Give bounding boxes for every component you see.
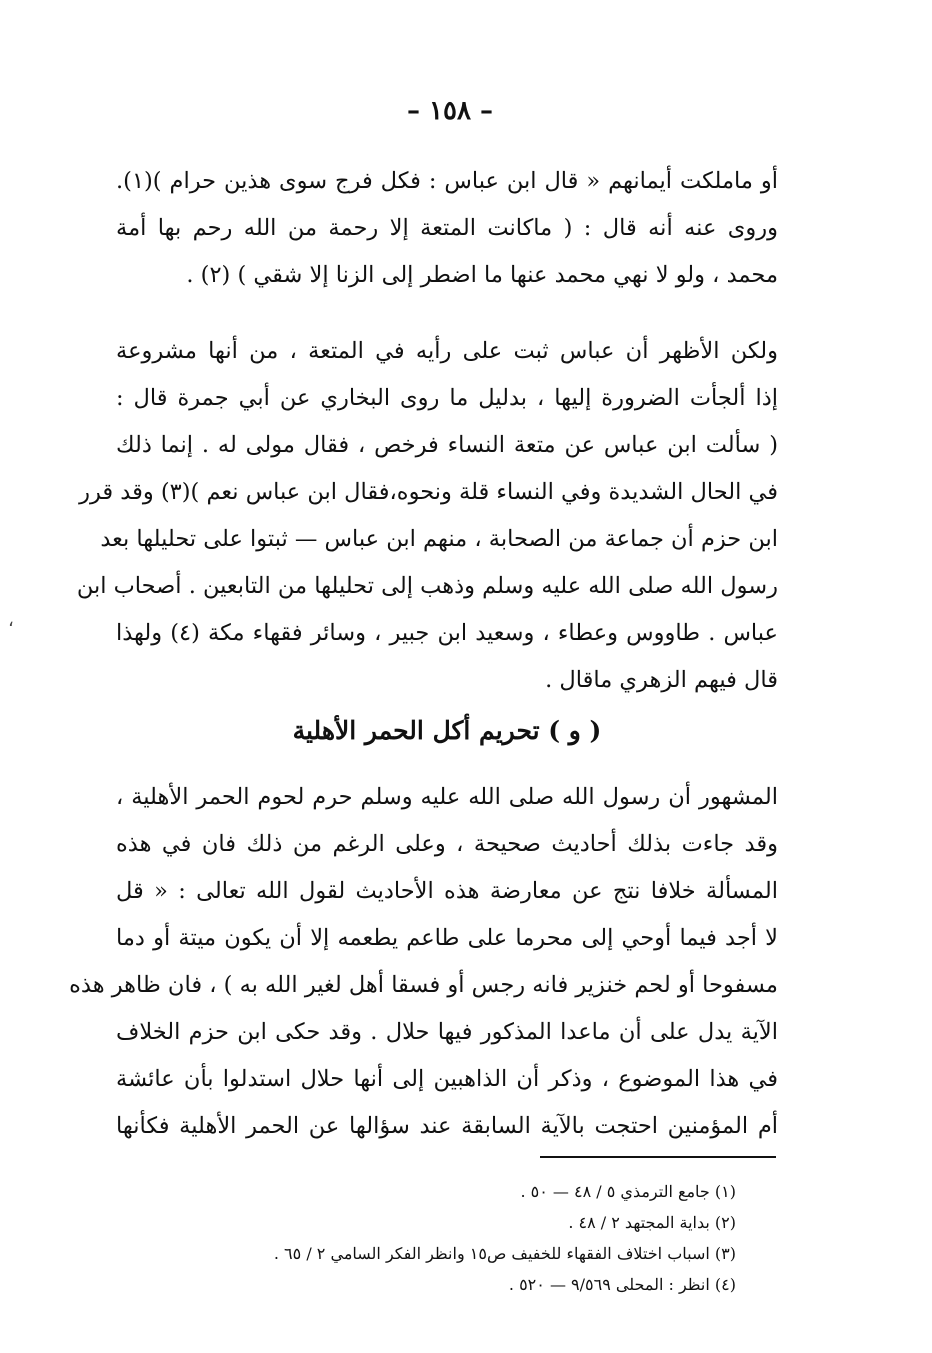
section-heading: ( و ) تحريم أكل الحمر الأهلية: [292, 716, 602, 745]
text-line: وروى عنه أنه قال : ( ماكانت المتعة إلا رحمة من الله رحم بها أمة: [116, 215, 778, 241]
text-line: أو ماملكت أيمانهم « قال ابن عباس : فكل فرج سوى هذين حرام )(١).: [116, 168, 778, 194]
text-line: عباس . طاووس وعطاء ، وسعيد ابن جبير ، وسائر فقهاء مكة (٤) ولهذا: [116, 620, 778, 646]
text-line: لا أجد فيما أوحي إلى محرما على طاعم يطعمه إلا أن يكون ميتة أو دما: [116, 925, 778, 951]
text-line: ابن حزم أن جماعة من الصحابة ، منهم ابن عباس — ثبتوا على تحليلها بعد: [100, 526, 778, 552]
text-line: وقد جاءت بذلك أحاديث صحيحة ، وعلى الرغم من ذلك فان في هذه: [116, 831, 778, 857]
text-line: أم المؤمنين احتجت بالآية السابقة عند سؤالها عن الحمر الأهلية فكأنها: [116, 1113, 778, 1139]
text-line: ( سألت ابن عباس عن متعة النساء فرخص ، فقال مولى له . إنما ذلك: [116, 432, 778, 458]
text-line: مسفوحا أو لحم خنزير فانه رجس أو فسقا أهل لغير الله به ) ، فان ظاهر هذه: [69, 972, 778, 998]
text-line: الآية يدل على أن ماعدا المذكور فيها حلال . وقد حكى ابن حزم الخلاف: [116, 1019, 778, 1045]
text-line: محمد ، ولو لا نهي محمد عنها ما اضطر إلى الزنا إلا شقي ) (٢) .: [186, 262, 778, 288]
footnotes: [150, 1176, 736, 1300]
text-line: إذا ألجأت الضرورة إليها ، بدليل ما روى البخاري عن أبي جمرة قال :: [116, 385, 778, 411]
page-number: – ١٥٨ –: [406, 96, 494, 126]
text-line: المسألة خلافا نتج عن معارضة هذه الأحاديث لقول الله تعالى : « قل: [116, 878, 778, 904]
text-line: رسول الله صلى الله عليه وسلم وذهب إلى تحليلها من التابعين . أصحاب ابن: [76, 573, 778, 599]
footnote: (١) جامع الترمذي ٥ / ٤٨ — ٥٠ .: [520, 1182, 736, 1201]
footnote: (٢) بداية المجتهد ٢ / ٤٨ .: [568, 1213, 736, 1232]
footnote-divider: [540, 1156, 776, 1158]
footnote: (٣) اسباب اختلاف الفقهاء للخفيف ص١٥ وانظر الفكر السامي ٢ / ٦٥ .: [273, 1244, 736, 1263]
text-line: في هذا الموضوع ، وذكر أن الذاهبين إلى أنها حلال استدلوا بأن عائشة: [116, 1066, 778, 1092]
text-line: المشهور أن رسول الله صلى الله عليه وسلم حرم لحوم الحمر الأهلية ،: [116, 784, 778, 810]
text-line: قال فيهم الزهري ماقال .: [545, 667, 778, 693]
text-line: في الحال الشديدة وفي النساء قلة ونحوه،فقال ابن عباس نعم )(٣) وقد قرر: [79, 479, 778, 505]
paragraph-2: [76, 328, 778, 704]
text-line: ولكن الأظهر أن عباس ثبت على رأيه في المتعة ، من أنها مشروعة: [116, 338, 778, 364]
paragraph-3: [69, 774, 778, 1150]
margin-mark: ،: [8, 610, 14, 631]
paragraph-1: [116, 158, 778, 299]
footnote: (٤) انظر : المحلى ٩/٥٦٩ — ٥٢٠ .: [508, 1275, 736, 1294]
